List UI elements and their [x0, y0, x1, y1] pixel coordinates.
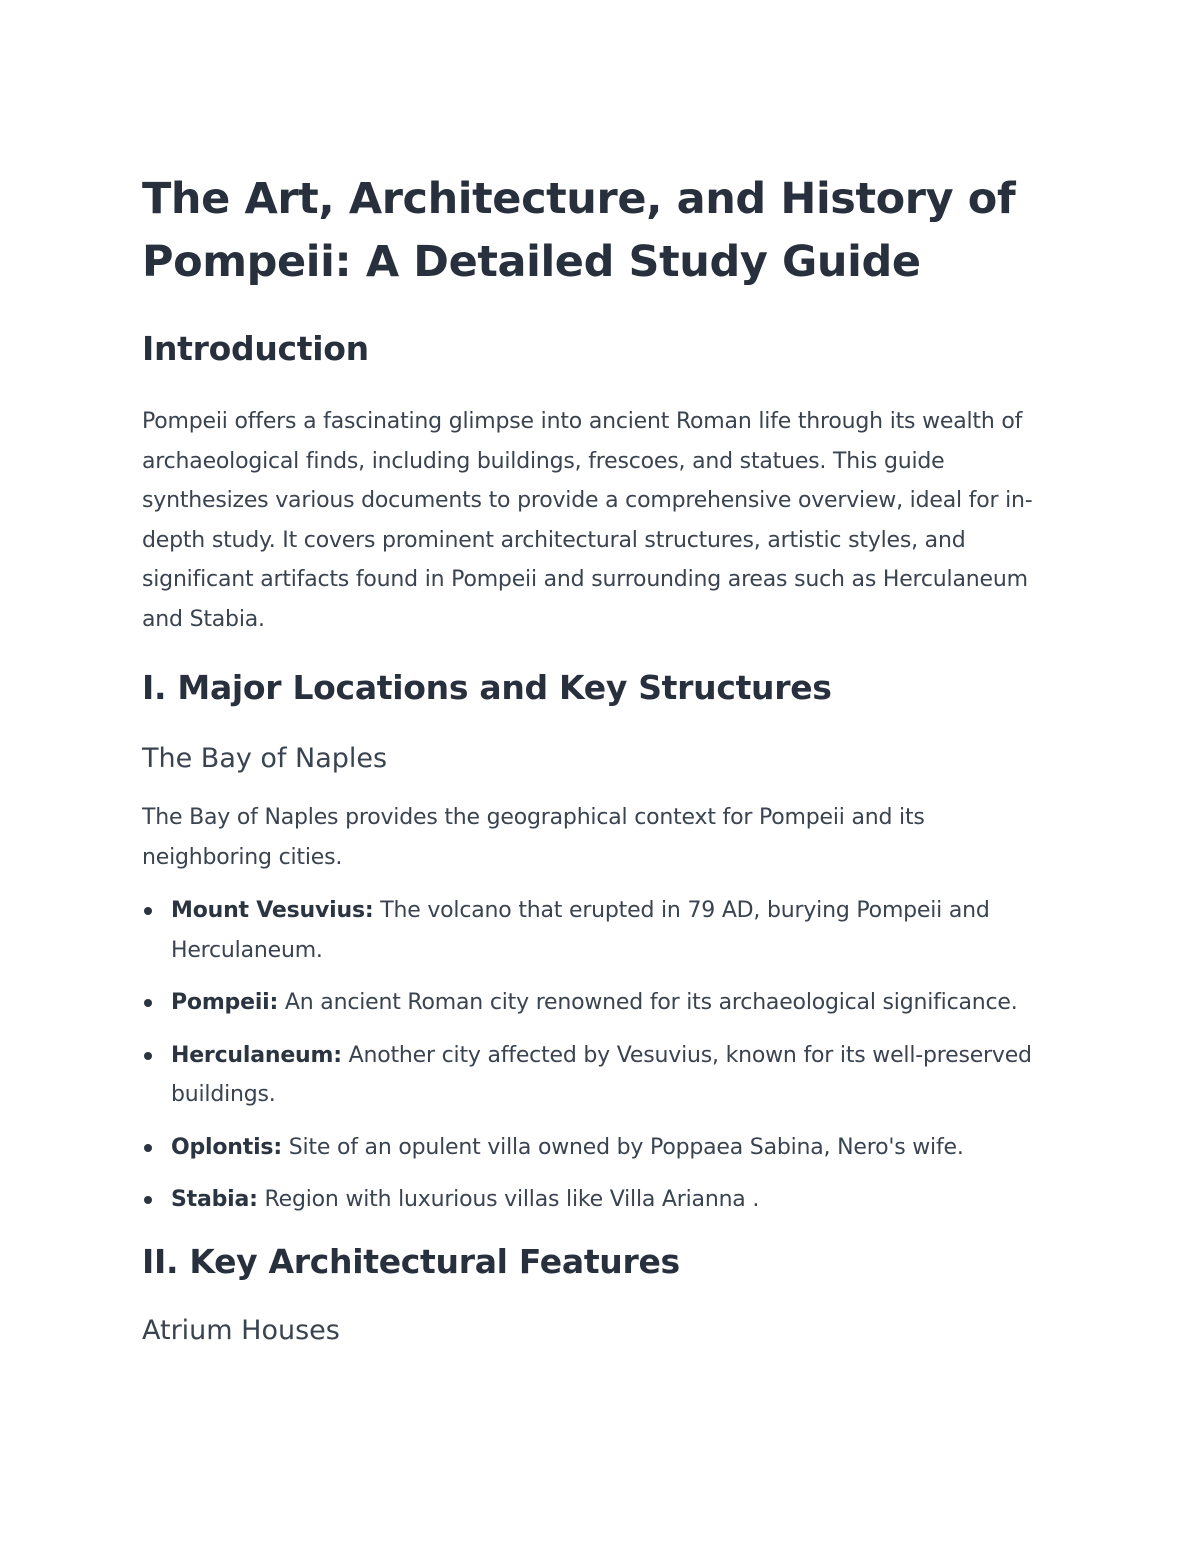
- list-item: [142, 1128, 1052, 1168]
- list-item: [142, 1036, 1052, 1115]
- bullet-icon: [144, 1052, 152, 1060]
- bay-of-naples-heading: The Bay of Naples: [142, 743, 388, 774]
- bullet-icon: [144, 907, 152, 915]
- introduction-heading: Introduction: [142, 329, 369, 368]
- document-page: [142, 168, 1052, 1348]
- section-2-heading: II. Key Architectural Features: [142, 1241, 680, 1281]
- list-item-description: The volcano that erupted in 79 AD, burying Pompeii and Herculaneum.: [171, 898, 990, 963]
- bullet-icon: [144, 1196, 152, 1204]
- introduction-paragraph: Pompeii offers a fascinating glimpse into ancient Roman life through its wealth of archaeological finds, including buildings, frescoes, and statues. This guide synthesizes various documents to provide a comprehensive overview, ideal for in-depth study. It covers prominent architectural structures, artistic styles, and significant artifacts found in Pompeii and surrounding areas such as Herculaneum and Stabia.: [142, 409, 1033, 632]
- document-title: The Art, Architecture, and History of Pompeii: A Detailed Study Guide: [142, 174, 1016, 287]
- list-item-term: Oplontis:: [171, 1134, 282, 1160]
- section-1-heading: I. Major Locations and Key Structures: [142, 668, 832, 707]
- list-item-term: Herculaneum:: [171, 1042, 342, 1068]
- list-item-term: Pompeii:: [171, 990, 279, 1015]
- list-item-term: Stabia:: [171, 1187, 258, 1212]
- list-item-term: Mount Vesuvius:: [171, 898, 374, 923]
- list-item-description: Site of an opulent villa owned by Poppaea Sabina, Nero's wife.: [281, 1134, 964, 1160]
- list-item: [142, 891, 1052, 970]
- list-item-description: Region with luxurious villas like Villa Arianna .: [257, 1187, 760, 1212]
- bullet-icon: [144, 999, 152, 1007]
- list-item: [142, 1180, 1052, 1220]
- list-item: [142, 983, 1052, 1023]
- bullet-icon: [144, 1144, 152, 1152]
- atrium-houses-heading: Atrium Houses: [142, 1314, 340, 1346]
- list-item-description: Another city affected by Vesuvius, known for its well-preserved buildings.: [171, 1042, 1032, 1107]
- locations-list: [142, 891, 1052, 1220]
- bay-of-naples-paragraph: The Bay of Naples provides the geographical context for Pompeii and its neighboring cities.: [142, 805, 925, 870]
- list-item-description: An ancient Roman city renowned for its archaeological significance.: [278, 990, 1018, 1015]
